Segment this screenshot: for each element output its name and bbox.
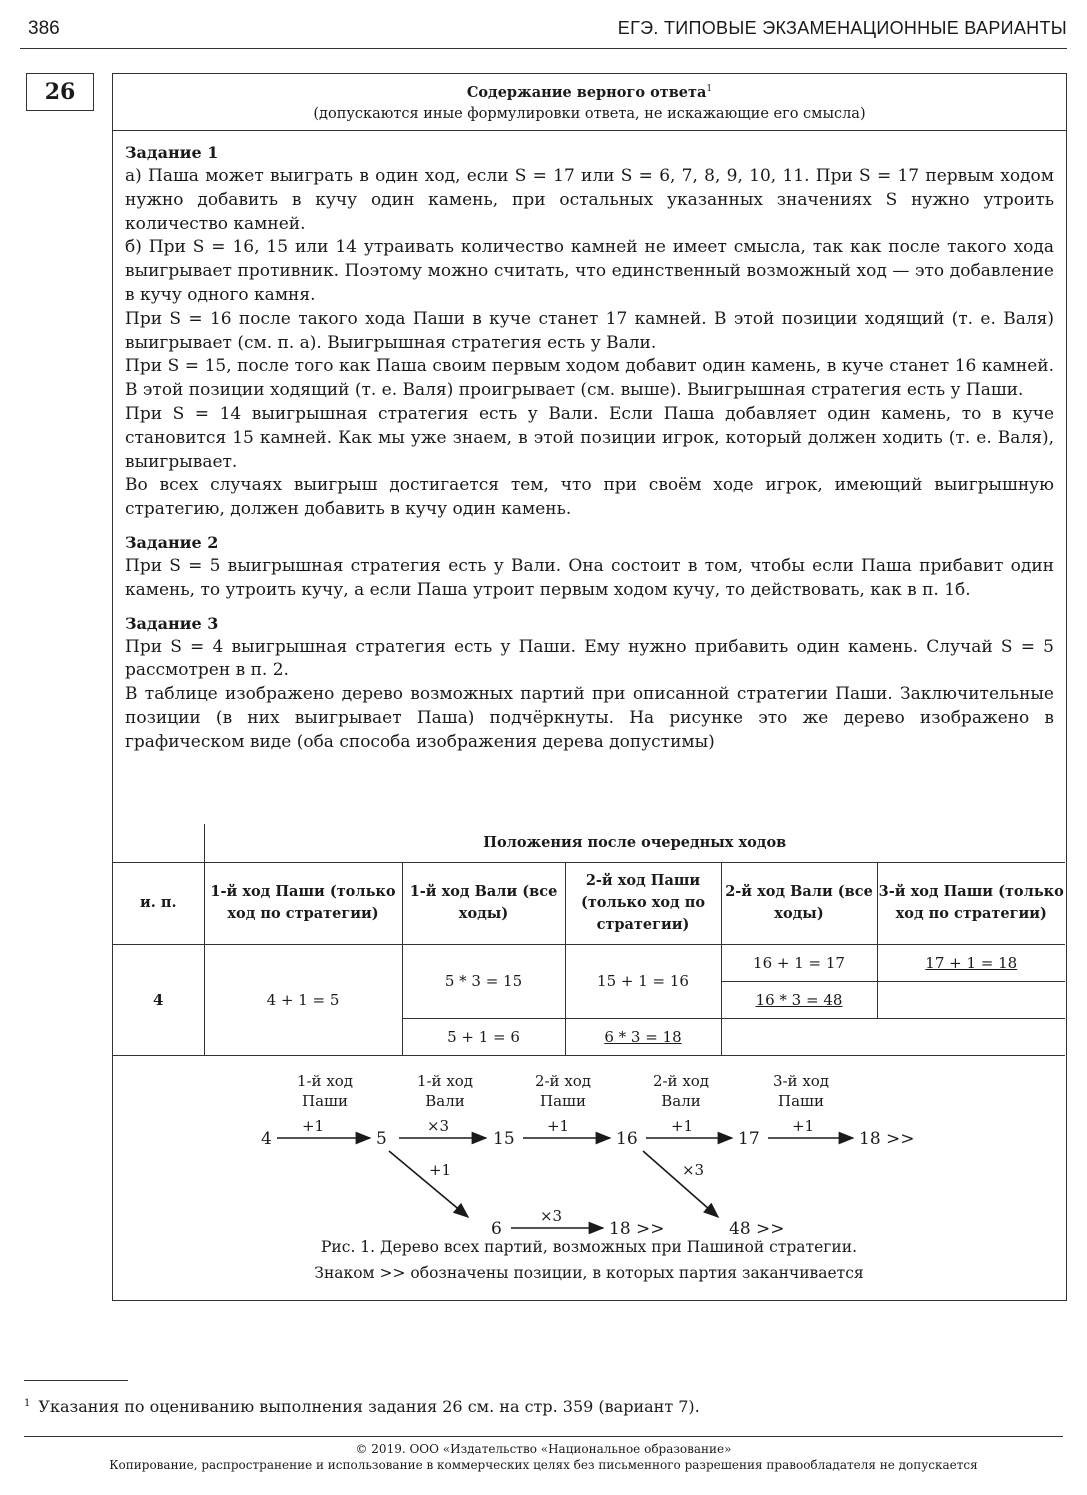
answer-box-subtitle: (допускаются иные формулировки ответа, не искажающие его смысла) — [313, 106, 866, 122]
answer-content — [113, 131, 1066, 755]
tree-node: 18 >> — [859, 1129, 915, 1149]
tree-edge-label: +1 — [791, 1117, 815, 1135]
game-tree-table — [113, 824, 1065, 1056]
table-corner-cell — [113, 824, 204, 862]
answer-box-header — [113, 74, 1066, 131]
col-header: 3-й ход Паши (только ход по стратегии) — [877, 862, 1065, 944]
tree-arrow — [643, 1151, 718, 1217]
task1-paragraph: При S = 16 после такого хода Паши в куче станет 17 камней. В этой позиции ходящий (т. е. Валя) выигрывает (см. п. а). Выигрышная стратегия есть у Вали. — [125, 308, 1054, 353]
tree-label: 1-й ход — [416, 1072, 474, 1090]
task1-paragraph: Во всех случаях выигрыш достигается тем, что при своём ходе игрок, имеющий выигрышную стратегию, должен добавить в кучу один камень. — [125, 475, 1054, 520]
page-number: 386 — [28, 18, 60, 39]
col-header: 1-й ход Паши (только ход по стратегии) — [204, 862, 402, 944]
tree-node: 4 — [261, 1129, 272, 1149]
task1-paragraph: При S = 15, после того как Паша своим первым ходом добавит один камень, в куче станет 16 камней. В этой позиции ходящий (т. е. Валя) проигрывает (см. выше). Выигрышная стратегия есть у Паши. — [125, 356, 1054, 401]
task3-heading: Задание 3 — [125, 613, 219, 633]
footnote-mark: 1 — [24, 1397, 31, 1409]
tree-label: Вали — [425, 1092, 465, 1110]
col-header-start: и. п. — [113, 862, 204, 944]
col-header: 2-й ход Паши (только ход по стратегии) — [565, 862, 721, 944]
caption-line: Знаком >> обозначены позиции, в которых партия заканчивается — [314, 1264, 864, 1282]
tree-node: 5 — [376, 1129, 387, 1149]
table-cell: 15 + 1 = 16 — [565, 944, 721, 1018]
task-number: 26 — [26, 73, 94, 111]
table-cell-empty — [721, 1018, 1065, 1055]
task1-paragraph: а) Паша может выиграть в один ход, если S = 17 или S = 6, 7, 8, 9, 10, 11. При S = 17 первым ходом нужно добавить в кучу один камень, при остальных указанных значениях S нужно утроить количество камней. — [125, 166, 1054, 234]
answer-box — [112, 73, 1067, 1301]
footnote — [24, 1397, 700, 1416]
caption-line: Рис. 1. Дерево всех партий, возможных при Пашиной стратегии. — [321, 1238, 857, 1256]
tree-node: 6 — [491, 1219, 502, 1234]
tree-edge-label: +1 — [670, 1117, 694, 1135]
tree-node: 17 — [738, 1129, 760, 1149]
task1-paragraph: б) При S = 16, 15 или 14 утраивать количество камней не имеет смысла, так как после такого хода выигрывает противник. Поэтому можно считать, что единственный возможный ход — это добавление в кучу одного камня. — [125, 237, 1054, 305]
table-group-header: Положения после очередных ходов — [204, 824, 1065, 862]
tree-edge-label: ×3 — [681, 1161, 705, 1179]
tree-label: Паши — [540, 1092, 586, 1110]
tree-node: 48 >> — [729, 1219, 785, 1234]
tree-edge-label: +1 — [428, 1161, 452, 1179]
table-cell: 5 * 3 = 15 — [402, 944, 565, 1018]
tree-label: 2-й ход — [652, 1072, 710, 1090]
task3-paragraph: При S = 4 выигрышная стратегия есть у Паши. Ему нужно прибавить один камень. Случай S = 5 рассмотрен в п. 2. — [125, 636, 1054, 681]
header-rule — [20, 48, 1067, 49]
tree-edge-label: ×3 — [426, 1117, 450, 1135]
tree-label: 1-й ход — [296, 1072, 354, 1090]
table-cell-empty — [877, 981, 1065, 1018]
footnote-marker: 1 — [706, 84, 713, 95]
task3-paragraph: В таблице изображено дерево возможных партий при описанной стратегии Паши. Заключительные позиции (в них выигрывает Паша) подчёркнуты. На рисунке это же дерево изображено в графическом виде (оба способа изображения дерева допустимы) — [125, 684, 1054, 752]
table-cell: 5 + 1 = 6 — [402, 1018, 565, 1055]
table-cell-start: 4 — [113, 944, 204, 1055]
footnote-rule — [24, 1380, 128, 1381]
table-cell-final: 17 + 1 = 18 — [877, 944, 1065, 981]
tree-node: 16 — [616, 1129, 638, 1149]
tree-edge-label: +1 — [301, 1117, 325, 1135]
table-cell-final: 16 * 3 = 48 — [721, 981, 877, 1018]
tree-node: 15 — [493, 1129, 515, 1149]
copyright-line: © 2019. ООО «Издательство «Национальное образование» — [355, 1442, 732, 1456]
tree-label: Вали — [661, 1092, 701, 1110]
col-header: 1-й ход Вали (все ходы) — [402, 862, 565, 944]
tree-label: 3-й ход — [772, 1072, 830, 1090]
figure-caption — [113, 1234, 1065, 1286]
copyright — [0, 1441, 1087, 1473]
tree-edge-label: ×3 — [539, 1207, 563, 1225]
task2-paragraph: При S = 5 выигрышная стратегия есть у Вали. Она состоит в том, чтобы если Паша прибавит один камень, то утроить кучу, а если Паша утроит первым ходом кучу, то действовать, как в п. 1б. — [125, 555, 1054, 600]
bottom-rule — [24, 1436, 1063, 1437]
table-cell: 4 + 1 = 5 — [204, 944, 402, 1055]
table-cell: 16 + 1 = 17 — [721, 944, 877, 981]
tree-label: 2-й ход — [534, 1072, 592, 1090]
footnote-text: Указания по оцениванию выполнения задания 26 см. на стр. 359 (вариант 7). — [38, 1397, 700, 1416]
task1-heading: Задание 1 — [125, 143, 219, 162]
task2-heading: Задание 2 — [125, 532, 219, 552]
copyright-line: Копирование, распространение и использование в коммерческих целях без письменного разрешения правообладателя не допускается — [109, 1458, 978, 1472]
tree-label: Паши — [778, 1092, 824, 1110]
tree-label: Паши — [302, 1092, 348, 1110]
running-title: ЕГЭ. ТИПОВЫЕ ЭКЗАМЕНАЦИОННЫЕ ВАРИАНТЫ — [617, 18, 1067, 38]
tree-edge-label: +1 — [546, 1117, 570, 1135]
tree-node: 18 >> — [609, 1219, 665, 1234]
table-cell-final: 6 * 3 = 18 — [565, 1018, 721, 1055]
col-header: 2-й ход Вали (все ходы) — [721, 862, 877, 944]
task1-paragraph: При S = 14 выигрышная стратегия есть у Вали. Если Паша добавляет один камень, то в куче становится 15 камней. Как мы уже знаем, в этой позиции игрок, который должен ходить (т. е. Валя), выигрывает. — [125, 403, 1054, 472]
answer-box-title: Содержание верного ответа$^1$ — [466, 84, 713, 101]
